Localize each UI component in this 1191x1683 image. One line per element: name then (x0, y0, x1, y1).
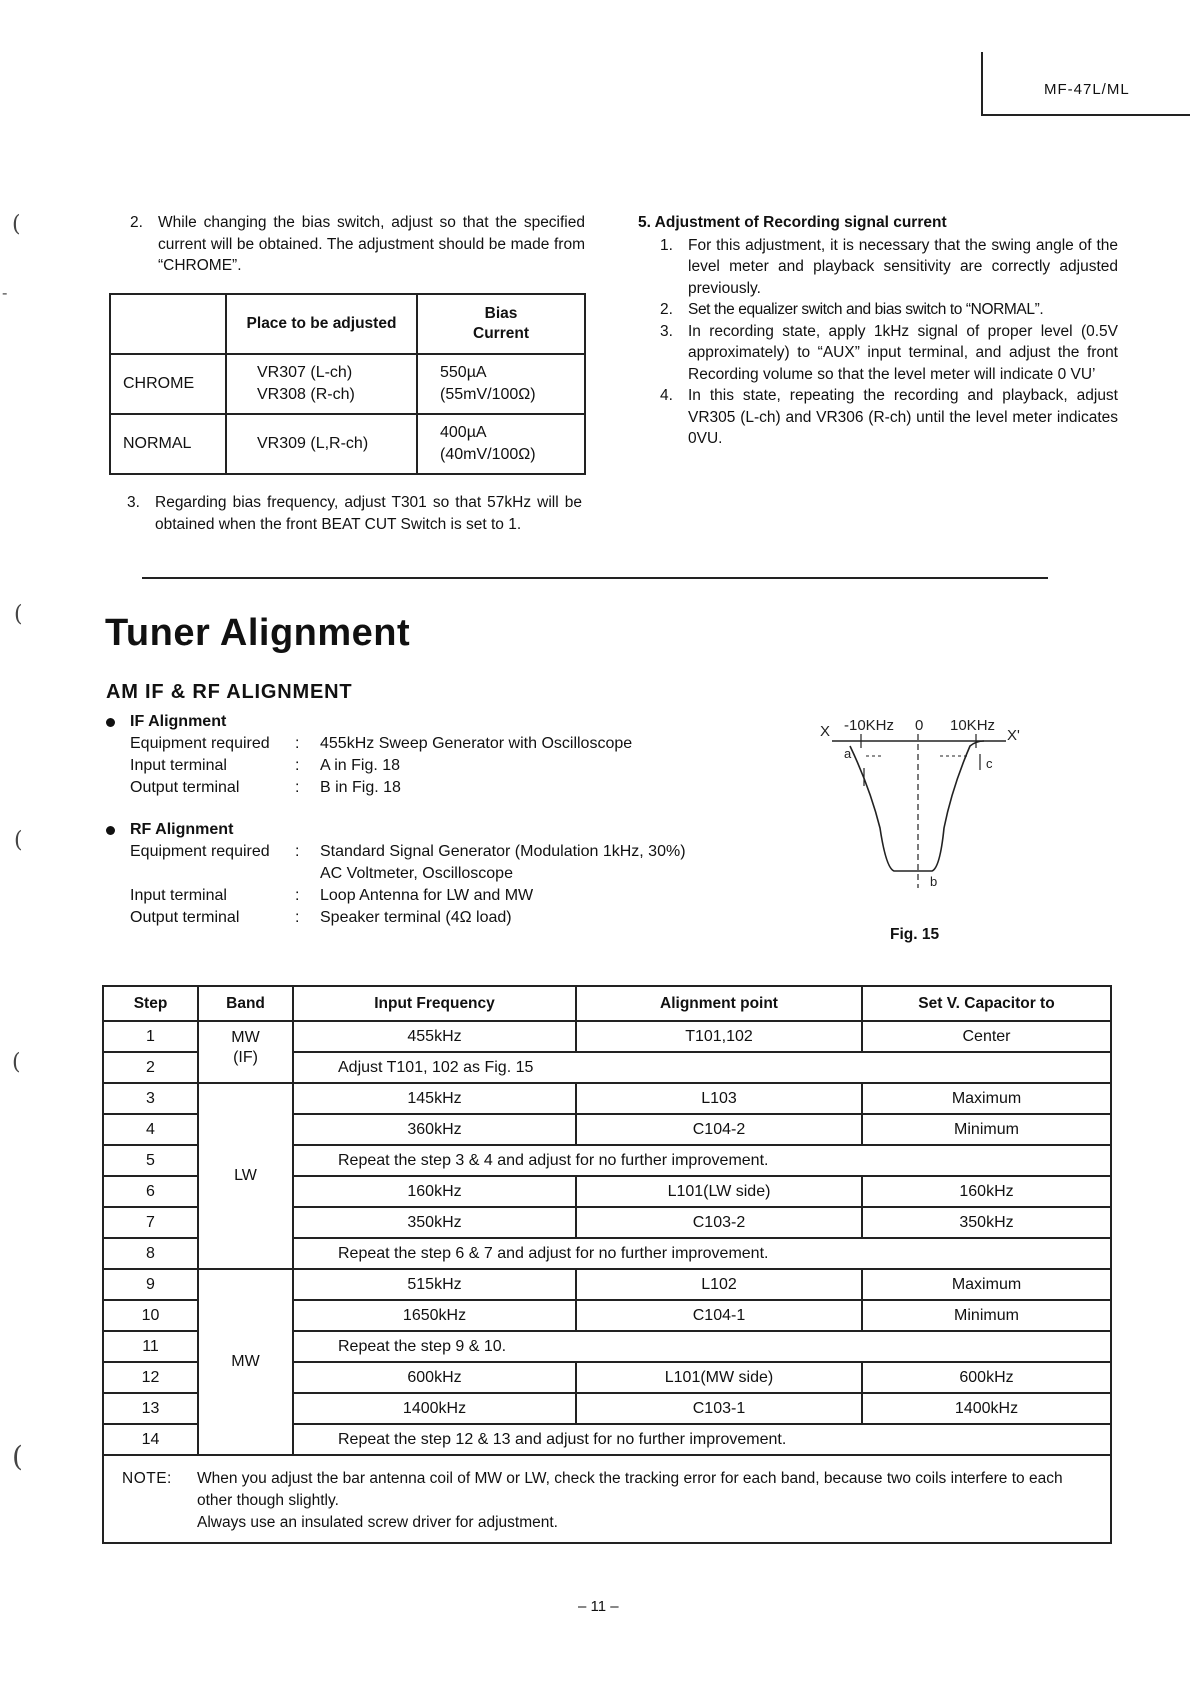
spec-colon: : (295, 843, 300, 860)
frequency-cell: 455kHz (293, 1021, 576, 1052)
figure-caption: Fig. 15 (890, 926, 940, 943)
alignment-point-cell: L103 (576, 1083, 862, 1114)
capacitor-cell: Maximum (862, 1083, 1111, 1114)
frequency-cell: 1650kHz (293, 1300, 576, 1331)
step-number: 2. (130, 214, 143, 231)
alignment-point-cell: T101,102 (576, 1021, 862, 1052)
step-text: Set the equalizer switch and bias switch to “NORMAL”. (688, 301, 1044, 318)
spec-label: Output terminal (130, 779, 240, 796)
spec-colon: : (295, 735, 300, 752)
capacitor-cell: 350kHz (862, 1207, 1111, 1238)
note-text: Always use an insulated screw driver for adjustment. (197, 1514, 558, 1531)
model-code: MF-47L/ML (1044, 81, 1130, 98)
margin-mark: - (2, 283, 8, 302)
table-row (103, 1269, 1111, 1300)
spec-value: Loop Antenna for LW and MW (320, 887, 534, 904)
step-cell: 3 (103, 1083, 198, 1114)
capacitor-cell: 1400kHz (862, 1393, 1111, 1424)
bullet-icon (106, 826, 115, 835)
mode-cell: CHROME (110, 354, 226, 414)
spec-value: Speaker terminal (4Ω load) (320, 909, 512, 926)
recording-step (660, 299, 1118, 321)
section-subtitle: AM IF & RF ALIGNMENT (106, 681, 353, 703)
spec-label: Output terminal (130, 909, 240, 926)
band-label: (IF) (233, 1049, 258, 1066)
bias-current-table (109, 293, 586, 475)
step-cell: 8 (103, 1238, 198, 1269)
spec-value: AC Voltmeter, Oscilloscope (320, 865, 513, 882)
capacitor-cell: Minimum (862, 1300, 1111, 1331)
figure-label-a: a (844, 746, 852, 761)
alignment-point-cell: C104-1 (576, 1300, 862, 1331)
note-label: NOTE: (122, 1470, 172, 1487)
instruction-cell: Repeat the step 12 & 13 and adjust for no further improvement. (293, 1424, 1111, 1455)
margin-mark: ( (12, 1050, 21, 1075)
bias-step-3 (127, 492, 582, 535)
note-row (103, 1455, 1111, 1543)
capacitor-cell: Center (862, 1021, 1111, 1052)
step-cell: 1 (103, 1021, 198, 1052)
table-header-empty (110, 294, 226, 354)
spec-colon: : (295, 909, 300, 926)
section-divider (142, 577, 1048, 579)
spec-value: 455kHz Sweep Generator with Oscilloscope (320, 735, 633, 752)
figure-response-curve (850, 741, 984, 871)
step-cell: 9 (103, 1269, 198, 1300)
recording-step (660, 235, 1118, 300)
place-line: VR308 (R-ch) (257, 386, 355, 403)
instruction-cell: Repeat the step 6 & 7 and adjust for no further improvement. (293, 1238, 1111, 1269)
frequency-cell: 1400kHz (293, 1393, 576, 1424)
capacitor-cell: 160kHz (862, 1176, 1111, 1207)
capacitor-cell: Minimum (862, 1114, 1111, 1145)
step-cell: 10 (103, 1300, 198, 1331)
figure-label-minus10: -10KHz (844, 717, 895, 734)
place-line: VR307 (L-ch) (257, 364, 353, 381)
bias-cell (417, 414, 585, 474)
spec-colon: : (295, 779, 300, 796)
step-cell: 11 (103, 1331, 198, 1362)
figure-label-x-prime: X' (1007, 727, 1020, 744)
alignment-point-cell: C103-2 (576, 1207, 862, 1238)
spec-colon: : (295, 757, 300, 774)
step-text: In recording state, apply 1kHz signal of proper level (0.5V approximately) to “AUX” input terminal, and adjust the front Recording volume so that the level meter will indicate 0 VU’ (688, 322, 1118, 383)
frequency-cell: 350kHz (293, 1207, 576, 1238)
frequency-cell: 360kHz (293, 1114, 576, 1145)
figure-label-c: c (986, 756, 993, 771)
bias-line: 550µA (440, 364, 487, 381)
step-text: For this adjustment, it is necessary that the swing angle of the level meter and playback sensitivity are correctly adjusted previously. (688, 236, 1118, 297)
step-cell: 2 (103, 1052, 198, 1083)
header-divider-horizontal (981, 114, 1190, 116)
margin-mark: ( (14, 602, 23, 627)
band-cell: LW (198, 1083, 293, 1269)
table-header-band: Band (198, 986, 293, 1021)
spec-value: B in Fig. 18 (320, 779, 401, 796)
alignment-point-cell: C104-2 (576, 1114, 862, 1145)
place-cell (226, 414, 417, 474)
table-row (103, 1083, 1111, 1114)
spec-label: Equipment required (130, 735, 270, 752)
margin-mark: ( (12, 1440, 23, 1473)
figure-label-plus10: 10KHz (950, 717, 996, 734)
instruction-cell: Adjust T101, 102 as Fig. 15 (293, 1052, 1111, 1083)
step-text: In this state, repeating the recording and playback, adjust VR305 (L-ch) and VR306 (R-ch) until the level meter indicates 0VU. (688, 387, 1118, 447)
step-number: 2. (660, 301, 673, 318)
note-cell (103, 1455, 1111, 1543)
step-number: 3. (127, 494, 140, 511)
page-number: – 11 – (578, 1598, 619, 1615)
frequency-cell: 160kHz (293, 1176, 576, 1207)
table-header-row (110, 294, 585, 354)
band-label: MW (231, 1029, 260, 1046)
alignment-point-cell: C103-1 (576, 1393, 862, 1424)
table-header-bias: Bias Current (417, 294, 585, 354)
band-cell: MW (198, 1269, 293, 1455)
recording-section-title: 5. Adjustment of Recording signal current (638, 214, 947, 231)
bias-step-2 (130, 212, 585, 277)
spec-label: Input terminal (130, 887, 227, 904)
table-header-row (103, 986, 1111, 1021)
bias-line: (40mV/100Ω) (440, 446, 536, 463)
table-header-step: Step (103, 986, 198, 1021)
spec-colon: : (295, 887, 300, 904)
margin-mark: ( (14, 828, 23, 853)
step-number: 1. (660, 236, 673, 254)
step-cell: 4 (103, 1114, 198, 1145)
figure-label-zero: 0 (915, 717, 924, 734)
frequency-cell: 600kHz (293, 1362, 576, 1393)
if-alignment-heading: IF Alignment (130, 713, 227, 730)
step-cell: 14 (103, 1424, 198, 1455)
table-header-place: Place to be adjusted (226, 294, 417, 354)
place-line: VR309 (L,R-ch) (257, 435, 369, 452)
figure-label-x: X (820, 723, 831, 740)
spec-label: Input terminal (130, 757, 227, 774)
alignment-point-cell: L102 (576, 1269, 862, 1300)
capacitor-cell: 600kHz (862, 1362, 1111, 1393)
recording-current-section (638, 212, 1118, 450)
step-cell: 12 (103, 1362, 198, 1393)
step-cell: 13 (103, 1393, 198, 1424)
bias-line: 400µA (440, 424, 487, 441)
table-header-alignment-point: Alignment point (576, 986, 862, 1021)
step-text: Regarding bias frequency, adjust T301 so that 57kHz will be obtained when the front BEAT CUT Switch is set to 1. (155, 494, 582, 533)
alignment-table (102, 985, 1112, 1544)
frequency-cell: 145kHz (293, 1083, 576, 1114)
instruction-cell: Repeat the step 9 & 10. (293, 1331, 1111, 1362)
step-cell: 5 (103, 1145, 198, 1176)
note (122, 1468, 1092, 1534)
table-header-input-frequency: Input Frequency (293, 986, 576, 1021)
capacitor-cell: Maximum (862, 1269, 1111, 1300)
spec-value: A in Fig. 18 (320, 757, 401, 774)
step-number: 3. (660, 322, 673, 340)
band-cell (198, 1021, 293, 1083)
step-cell: 6 (103, 1176, 198, 1207)
step-number: 4. (660, 387, 673, 404)
if-alignment-specs (130, 733, 730, 799)
table-header-capacitor: Set V. Capacitor to (862, 986, 1111, 1021)
step-cell: 7 (103, 1207, 198, 1238)
note-text: When you adjust the bar antenna coil of MW or LW, check the tracking error for each band, because two coils interfere to each other though slightly. (197, 1470, 1063, 1509)
bias-cell (417, 354, 585, 414)
recording-step (660, 385, 1118, 450)
mode-cell: NORMAL (110, 414, 226, 474)
spec-label: Equipment required (130, 843, 270, 860)
table-row (110, 354, 585, 414)
recording-step (660, 321, 1118, 386)
frequency-cell: 515kHz (293, 1269, 576, 1300)
table-row (110, 414, 585, 474)
figure-label-b: b (930, 874, 938, 889)
place-cell (226, 354, 417, 414)
rf-alignment-heading: RF Alignment (130, 821, 234, 838)
alignment-point-cell: L101(MW side) (576, 1362, 862, 1393)
instruction-cell: Repeat the step 3 & 4 and adjust for no further improvement. (293, 1145, 1111, 1176)
page-title: Tuner Alignment (105, 612, 411, 654)
margin-mark: ( (12, 212, 21, 237)
rf-alignment-specs (130, 841, 750, 931)
if-response-figure (810, 708, 1040, 928)
step-text: While changing the bias switch, adjust so that the specified current will be obtained. The adjustment should be made from “CHROME”. (158, 214, 585, 274)
spec-value: Standard Signal Generator (Modulation 1kHz, 30%) (320, 843, 686, 860)
table-row (103, 1021, 1111, 1052)
bias-line: (55mV/100Ω) (440, 386, 536, 403)
bullet-icon (106, 718, 115, 727)
header-divider-vertical (981, 52, 983, 116)
alignment-point-cell: L101(LW side) (576, 1176, 862, 1207)
